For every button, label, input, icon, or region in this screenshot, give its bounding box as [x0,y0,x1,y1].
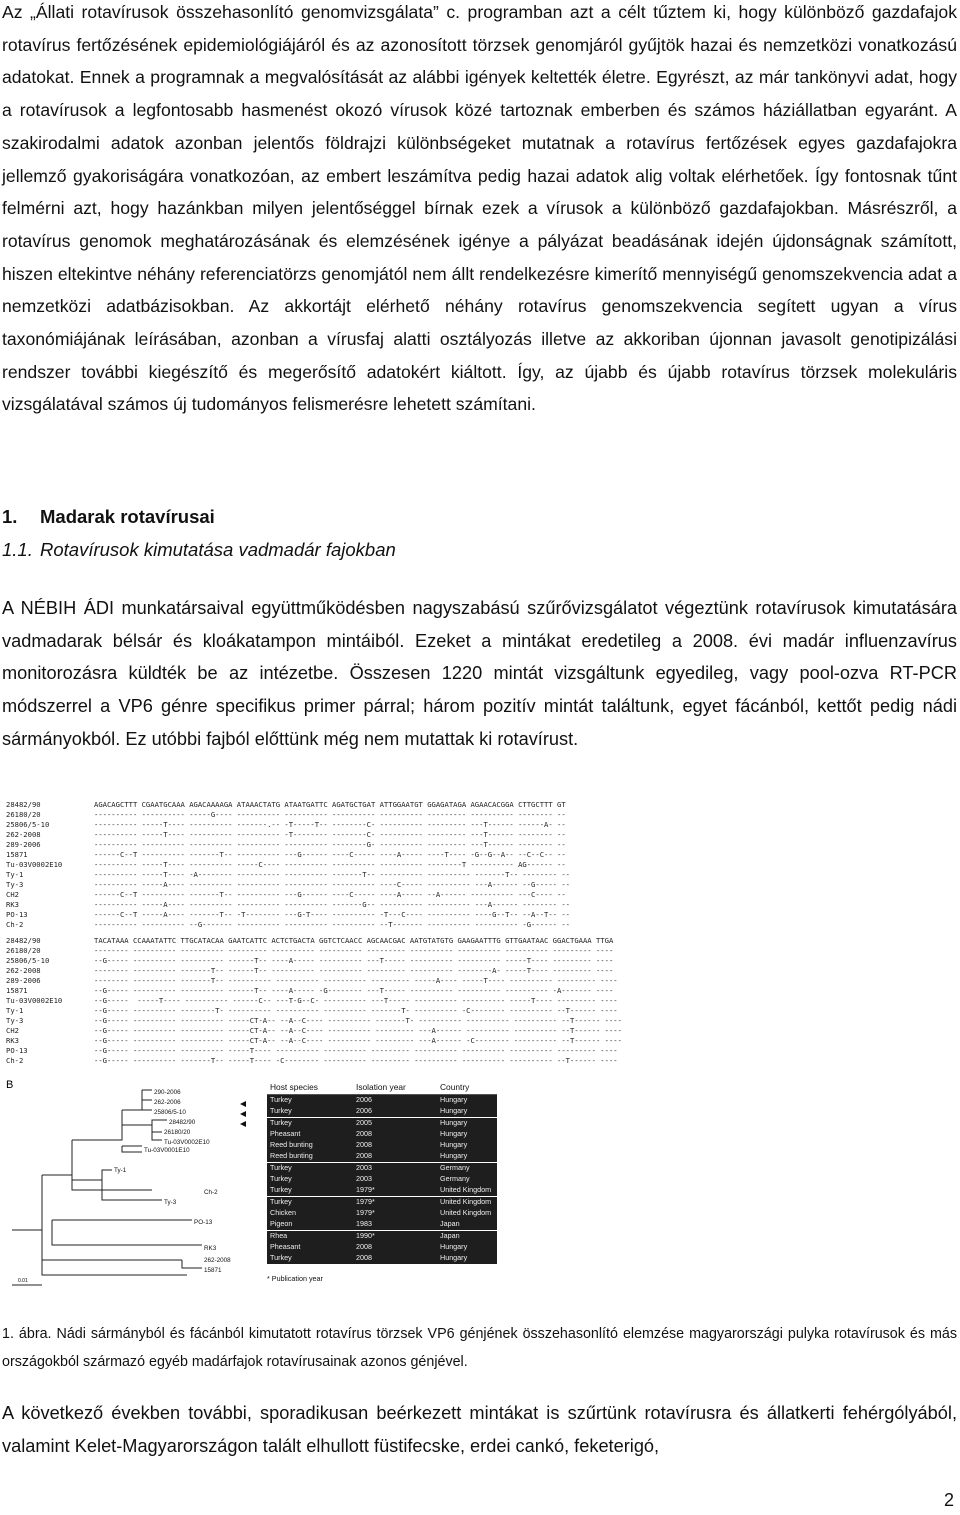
tree-leaf-label: 15871 [204,1267,222,1274]
alignment-row [2,830,566,840]
sequence: --G----- ---------- ---------- -----T---- ---------- ---------- --------- ---------- ---------- ---------- --------- ---- [94,1046,618,1055]
caption-label: 1. ábra. [2,1326,52,1342]
subsection-heading [2,539,396,561]
cell-host: Reed bunting [270,1151,313,1161]
strain-markers [240,1101,246,1127]
strain-name: Ty-1 [6,1006,24,1015]
strain-name: Ty-1 [6,870,24,879]
cell-country: Germany [440,1174,470,1184]
tree-leaf-label: PO-13 [194,1219,213,1226]
strain-name: RK3 [6,900,19,909]
table-row [267,1095,497,1106]
sequence: TACATAAA CCAAATATTC TTGCATACAA GAATCATTC ACTCTGACTA GGTCTCAACC AGCAACGAC AATGTATGTG GAAGAATTTG GTTGAATAAC GGACTGAAA TTGA [94,936,614,945]
strain-name: 25806/5-10 [6,820,50,829]
strain-name: 26180/20 [6,946,41,955]
sequence: ---------- -----T---- ---------- ---------- -T-------- --------C- ---------- --------- ---T------ -------- -- [94,830,566,839]
alignment-row [2,976,618,986]
tree-leaf-label: 25806/5-10 [154,1109,186,1116]
cell-host: Turkey [270,1196,292,1206]
cell-host: Turkey [270,1095,292,1104]
strain-name: 289-2006 [6,840,41,849]
section-number: 1. [2,506,18,527]
alignment-row [2,810,566,820]
subsection-title: Rotavírusok kimutatása vadmadár fajokban [40,539,396,560]
tree-leaf-label: RK3 [204,1245,217,1252]
strain-name: Tu-03V0002E10 [6,860,63,869]
table-row [267,1253,497,1264]
cell-year: 1990* [356,1230,375,1240]
strain-name: 15871 [6,850,28,859]
tree-leaf-label: 262-2006 [154,1099,181,1106]
cell-year: 2008 [356,1151,372,1161]
alignment-row [2,860,566,870]
tree-leaf-label: 26180/20 [164,1129,191,1136]
cell-host: Turkey [270,1253,292,1263]
sequence: --G----- ---------- ---------- -----CT-A-- --A--C---- ---------- --------- ---A------ ---------- ---------- --T------ ---- [94,1026,622,1035]
tree-leaf-label: Tu-03V0001E10 [144,1147,190,1154]
strain-name: CH2 [6,1026,19,1035]
marker-icon [240,1111,246,1117]
sequence: --G----- -----T---- ---------- ------C-- ---T-G--C- ---------- ---T----- ---------- ---------- -----T---- --------- ---- [94,996,618,1005]
cell-country: United Kingdom [440,1185,492,1195]
scale-label: 0.01 [18,1278,28,1284]
sequence: ---------- ---------- --G------- ---------- ---------- ---------- --T------- ---------- ---------- -G------ -- [94,920,570,929]
cell-host: Turkey [270,1185,292,1195]
table-row [267,1140,497,1151]
table-row [267,1242,497,1253]
strain-name: Ch-2 [6,1056,24,1065]
alignment-row [2,900,570,910]
cell-year: 2008 [356,1128,372,1138]
cell-country: Japan [440,1219,460,1229]
figure-caption [2,1320,957,1376]
cell-host: Turkey [270,1162,292,1172]
strain-name: 289-2006 [6,976,41,985]
sequence: --G----- ---------- -------T-- -----T---- -C-------- ---------- --------- ---------- ---------- ---------- --T------ ---- [94,1056,618,1065]
alignment-row [2,1036,622,1046]
alignment-row [2,910,570,920]
cell-host: Turkey [270,1117,292,1127]
cell-host: Turkey [270,1106,292,1116]
alignment-row [2,996,618,1006]
cell-country: United Kingdom [440,1196,492,1206]
cell-year: 2003 [356,1174,372,1184]
alignment-row [2,890,566,900]
header-host: Host species [270,1082,318,1092]
table-row [267,1118,497,1129]
table-row [267,1129,497,1140]
tree-leaf-label: Ty-3 [164,1199,177,1206]
alignment-row [2,840,566,850]
sequence: ---------- ---------- ---------- ---------- ---------- --------G- ---------- --------- ---T------ -------- -- [94,840,566,849]
table-row [267,1219,497,1230]
host-table [267,1082,497,1283]
tree-leaf-label: 262-2008 [204,1257,231,1264]
cell-host: Pheasant [270,1241,301,1251]
cell-country: Hungary [440,1095,468,1104]
cell-year: 2003 [356,1162,372,1172]
cell-year: 1979* [356,1185,375,1195]
alignment-row [2,986,613,996]
table-row [267,1197,497,1208]
cell-year: 1983 [356,1219,372,1229]
strain-name: 262-2008 [6,966,41,975]
intro-paragraph: Az „Állati rotavírusok összehasonlító genomvizsgálata” c. programban azt a célt tűztem ki, hogy különböző gazdafajok rotavírus fertőzésének epidemiológiájáról és az azonosított törzsek genomjáról gyűjtök hazai és nemzetközi vonatkozású adatokat. Ennek a programnak a megvalósítását az alábbi igények keltették életre. Egyrészt, az már tankönyvi adat, hogy a rotavírusok a legfontosabb hasmenést okozó vírusok közé tartoznak emberben és számos háziállatban egyaránt. A szakirodalmi adatok azonban jelentős földrajzi különbségeket mutatnak a rotavírus fertőzések egyes gazdafajokra jellemző gyakoriságára vonatkozóan, az embert leszámítva pedig hazai adatok alig voltak elérhetőek. Így fontosnak tűnt felmérni azt, hogy hazánkban milyen jelentőséggel bírnak ezek a vírusok a különböző gazdafajokban. Másrészről, a rotavírus genomok meghatározásának és elemzésének igénye a pályázat beadásának idején újdonságnak számított, hiszen eltekintve néhány referenciatörzs genomjától nem állt rendelkezésre kimerítő mennyiségű genomszekvencia adat a nemzetközi adatbázisokban. Az akkortájt elérhető néhány rotavírus genomszekvencia segített ugyan a vírus taxonómiájának leírásában, azonban a vírusfaj alatti osztályozás illetve az akkoriban újonnan javasolt genotipizálási rendszer további kiegészítő és megerősítő adatokért kiáltott. Így, az újabb és újabb rotavírus törzsek molekuláris vizsgálatával számos új tudományos felismerésre lehetett számítani. [2,2,957,415]
sequence: --G----- ---------- ---------- ------T-- ----A----- -G-------- ---T----- ---------- ---------- ---------- -A------- ---- [94,986,614,995]
tree-leaf-label: Tu-03V0002E10 [164,1139,210,1146]
cell-country: Japan [440,1230,460,1240]
alignment-row [2,1056,618,1066]
cell-year: 2008 [356,1140,372,1150]
tree-leaf-label: Ty-1 [114,1167,127,1174]
strain-name: RK3 [6,1036,19,1045]
sequence: ---------- -----A---- ---------- ---------- ---------- ---------- ----C----- ---------- ---A------ --G----- -- [94,880,570,889]
tree-leaf-label: 290-2006 [154,1089,181,1096]
cell-year: 2006 [356,1106,372,1116]
cell-host: Turkey [270,1174,292,1184]
table-row [267,1208,497,1219]
caption-text: Nádi sármányból és fácánból kimutatott rotavírus törzsek VP6 génjének összehasonlító elemzése magyarországi pulyka rotavírusok és más országokból származó egyéb madárfajok rotavírusainak azonos génjével. [2,1326,957,1370]
table-body [267,1095,497,1264]
table-header [267,1082,497,1095]
cell-country: Hungary [440,1151,468,1161]
marker-icon [240,1121,246,1127]
alignment-row [2,1006,618,1016]
alignment-row [2,1046,618,1056]
table-note: * Publication year [267,1274,323,1284]
strain-name: Tu-03V0002E10 [6,996,63,1005]
strain-name: PO-13 [6,910,28,919]
alignment-row [2,870,570,880]
table-row [267,1231,497,1242]
subsection-number: 1.1. [2,539,33,560]
sequence: ------C--T ---------- -------T-- ---------- ---G------ ----C----- ----A----- ----T---- -G--G--A-- --C--C-- -- [94,850,566,859]
strain-name: CH2 [6,890,19,899]
sequence-alignment [2,800,722,1070]
header-country: Country [440,1082,470,1092]
cell-country: Hungary [440,1140,468,1150]
cell-country: United Kingdom [440,1207,492,1217]
alignment-row [2,850,566,860]
table-row [267,1185,497,1196]
cell-host: Reed bunting [270,1140,313,1150]
strain-name: 25806/5-10 [6,956,50,965]
sequence: ---------- -----T---- ---------- -------.-- -T-----T-- --------C- ---------- --------- ---T------ ------A- -- [94,820,566,829]
alignment-block-2 [2,936,722,1066]
marker-icon [240,1101,246,1107]
header-year: Isolation year [356,1082,406,1092]
cell-country: Germany [440,1162,470,1172]
sequence: -------- ---------- ---------- --------- ---------- ---------- --------- ---------- ---------- ---------- --------- ---- [94,946,614,955]
table-row [267,1106,497,1117]
sequence: ---------- -----A---- ---------- ---------- ---------- -------G-- ---------- ---------- ---A------ -------- -- [94,900,570,909]
cell-country: Hungary [440,1253,468,1263]
alignment-row [2,1016,622,1026]
tree-leaf-label: 28482/90 [169,1119,196,1126]
alignment-row [2,880,570,890]
section-title: Madarak rotavírusai [40,506,215,527]
sequence: ---------- ---------- -----G---- ---------- ---------- ---------- ---------- --------- ---------- -------- -- [94,810,566,819]
strain-name: 28482/90 [6,800,41,809]
phylogenetic-tree [2,1080,262,1290]
cell-year: 1979* [356,1196,375,1206]
alignment-row [2,1026,622,1036]
strain-name: 15871 [6,986,28,995]
strain-name: 26180/20 [6,810,41,819]
cell-year: 1979* [356,1207,375,1217]
section-heading [2,506,215,528]
panel-label: B [6,1080,14,1091]
strain-name: 28482/90 [6,936,41,945]
sequence: ------C--T -----A---- -------T-- -T-------- ---G-T---- ---------- -T---C---- ---------- ----G--T-- --A--T-- -- [94,910,570,919]
alignment-row [2,956,613,966]
cell-year: 2008 [356,1241,372,1251]
cell-country: Hungary [440,1241,468,1251]
alignment-row [2,820,566,830]
strain-name: PO-13 [6,1046,28,1055]
cell-year: 2008 [356,1253,372,1263]
sequence: --G----- ---------- ---------- ------T-- ----A----- ---------- ---T----- ---------- ---------- -----T---- --------- ---- [94,956,614,965]
figure [2,800,957,1300]
cell-host: Rhea [270,1230,288,1240]
cell-host: Pigeon [270,1219,293,1229]
cell-country: Hungary [440,1106,468,1116]
body-paragraph: A NÉBIH ÁDI munkatársaival együttműködésben nagyszabású szűrővizsgálatot végeztünk rotavírusok kimutatására vadmadarak bélsár és kloákatampon mintáiból. Ezeket a mintákat eredetileg a 2008. évi madár influenzavírus monitorozásra küldték be az intézetbe. Összesen 1220 mintát vizsgáltunk egyedileg, vagy pool-ozva RT-PCR módszerrel a VP6 génre specifikus primer párral; három pozitív mintát találtunk, egyet fácánból, kettőt pedig nádi sármányokból. Ez utóbbi fajból előttünk még nem mutattak ki rotavírust. [2,598,957,749]
sequence: -------- ---------- -------T-- ------T-- ---------- ---------- --------- ---------- --------A- -----T---- --------- ---- [94,966,614,975]
cell-year: 2006 [356,1095,372,1104]
table-row [267,1174,497,1185]
body-paragraph: A következő években további, sporadikusan beérkezett mintákat is szűrtünk rotavírusra és állatkerti fehérgólyából, valamint Kelet-Magyarországon talált elhullott füstifecske, erdei cankó, feketerigó, [2,1403,957,1456]
alignment-row [2,946,613,956]
table-row [267,1163,497,1174]
table-row [267,1151,497,1162]
sequence: --G----- ---------- --------T- ---------- ---------- ---------- -------T- ---------- -C-------- ---------- --T------ ---- [94,1006,618,1015]
tree-branches [12,1090,202,1275]
alignment-block-1 [2,800,722,930]
alignment-row [2,800,566,810]
cell-country: Hungary [440,1117,468,1127]
alignment-row [2,936,613,946]
sequence: ---------- -----T---- ---------- -----C---- ---------- ---------- ---------- --------T ---------- AG------ -- [94,860,566,869]
sequence: ------C--T ---------- -------T-- ---------- ---G------ ----C----- ----A----- --A------ ---------- ---C---- -- [94,890,566,899]
strain-name: Ch-2 [6,920,24,929]
alignment-row [2,920,570,930]
sequence: -------- ---------- -------T-- ---------- ---------- ---------- --------- -----A---- -----T---- ---------- --------- ---- [94,976,618,985]
sequence: ---------- -----T---- -A-------- ---------- ---------- -------T-- ---------- ---------- -------T-- -------- -- [94,870,570,879]
cell-host: Chicken [270,1207,296,1217]
sequence: --G----- ---------- ---------- -----CT-A-- --A--C---- ---------- -------T- ---------- ---------- ---------- --T------ ---- [94,1016,622,1025]
page-number: 2 [943,1490,954,1510]
strain-name: Ty-3 [6,880,24,889]
cell-year: 2005 [356,1117,372,1127]
sequence: AGACAGCTTT CGAATGCAAA AGACAAAAGA ATAAACTATG ATAATGATTC AGATGCTGAT ATTGGAATGT GGAGATAGA AGAACACGGA CTTGCTTT GT [94,800,566,809]
alignment-row [2,966,613,976]
strain-name: Ty-3 [6,1016,24,1025]
cell-host: Pheasant [270,1128,301,1138]
tree-leaf-label: Ch-2 [204,1189,218,1196]
cell-country: Hungary [440,1128,468,1138]
tree-svg [2,1080,262,1290]
strain-name: 262-2008 [6,830,41,839]
sequence: --G----- ---------- ---------- -----CT-A-- --A--C---- ---------- --------- ---A------ -C-------- ---------- --T------ ---- [94,1036,622,1045]
